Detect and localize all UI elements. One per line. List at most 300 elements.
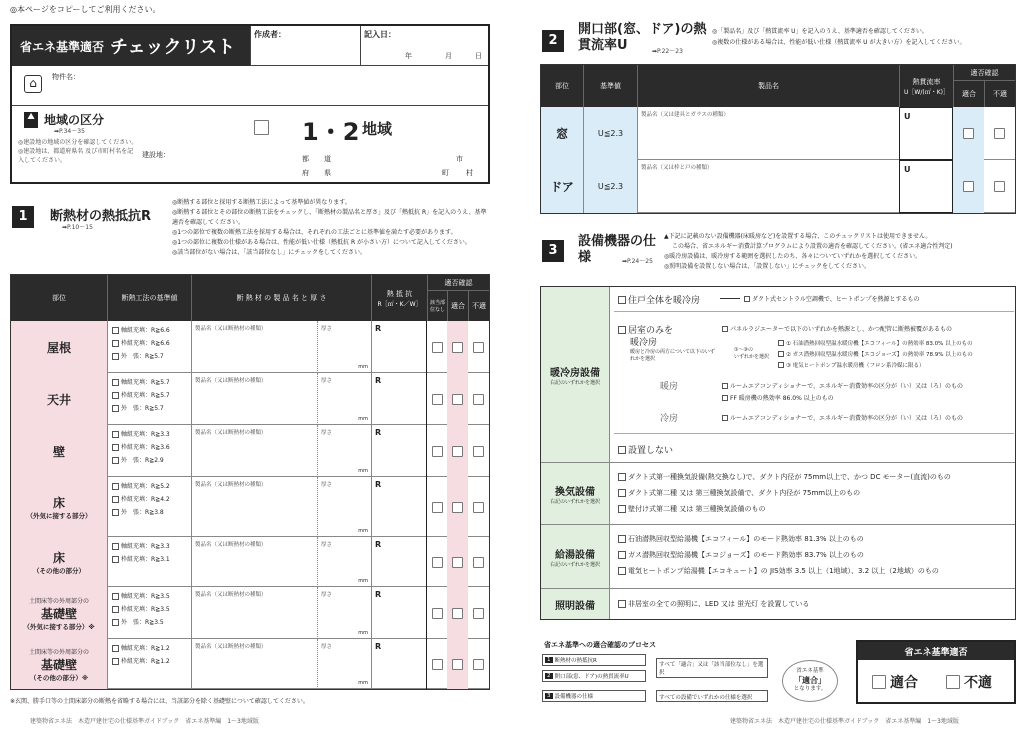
divider xyxy=(614,311,1014,312)
equipment-table xyxy=(540,286,1016,620)
cho-label: 町 xyxy=(442,169,449,177)
col-part: 部位 xyxy=(555,82,569,90)
sec1-note: ◎該当部位がない場合は、「該当部位なし」にチェックをしてください。 xyxy=(172,249,367,256)
ng-check[interactable] xyxy=(468,321,489,373)
r-input[interactable] xyxy=(371,639,427,689)
process-action-1: すべて「適合」又は「該当部位なし」を選択 xyxy=(656,658,768,678)
part-name: 天井 xyxy=(46,392,71,407)
choose-line: ①～③の xyxy=(734,347,753,353)
process-action-2: すべての設備でいずれかの仕様を選択 xyxy=(656,690,768,702)
vent-option-label: ダクト式第二種 又は 第三種換気設備で、ダクト内径が 75mm以上のもの xyxy=(628,489,861,497)
fu-label: 府 xyxy=(302,169,309,177)
sec3-ref: ➡P.24～25 xyxy=(622,258,653,265)
part-sub: （その他の部分） xyxy=(33,567,85,575)
col-check: 適否確認 xyxy=(953,65,1015,81)
col-ok: 適合 xyxy=(953,81,984,107)
table-header xyxy=(11,275,489,321)
property-label: 物件名： xyxy=(52,73,80,81)
water-label: 給湯設備 xyxy=(555,549,595,561)
process-step-1: 1 断熱材の熱抵抗R xyxy=(542,654,646,666)
sec1-notes xyxy=(172,198,492,258)
method-option-label: 外 張：R≧5.7 xyxy=(121,353,164,360)
col-ng: 不適 xyxy=(984,81,1015,107)
result-ng[interactable] xyxy=(946,672,992,692)
col-check: 適否確認 xyxy=(427,275,489,291)
do-label: 道 xyxy=(324,155,331,163)
cooling-label: 冷房 xyxy=(660,414,679,424)
sec2-note: ◎「製品名」及び「熱貫流率 U」を記入のうえ、基準適否を確認してください。 xyxy=(712,28,928,35)
r-label: R xyxy=(375,324,382,333)
region-title: 地域の区分 xyxy=(44,113,105,127)
part-name: 基礎壁 xyxy=(40,606,77,621)
vent-option[interactable] xyxy=(618,485,1007,501)
sec1-note: ◎1つの部位で複数の断熱工法を採用する場合は、それぞれの工法ごとに基準値を満たす必要があります。 xyxy=(172,229,457,236)
product-label: 製品名（又は断熱材の種類） xyxy=(195,644,267,650)
product-label: 製品名（又は断熱材の種類） xyxy=(195,378,267,384)
process-step-3: 3 設備機器の仕様 xyxy=(542,690,646,702)
light-label-cell xyxy=(541,589,609,619)
window-table-header xyxy=(541,65,1015,107)
method-option-label: 外 張：R≧3.5 xyxy=(121,619,164,626)
product-input[interactable] xyxy=(637,107,899,160)
sec3-number: 3 xyxy=(542,240,564,262)
product-label: 製品名（又は建具とガラスの種類） xyxy=(641,112,729,118)
ok-check[interactable] xyxy=(447,537,468,587)
method-option-label: 枠組充填：R≧5.7 xyxy=(121,392,170,399)
method-option-label: 軸組充填：R≧3.3 xyxy=(121,431,170,438)
sec2-title: 開口部(窓、ドア)の熱貫流率U xyxy=(578,22,707,53)
copy-note: ◎本ページをコピーしてご利用ください。 xyxy=(10,5,161,14)
part-sub: （外気に接する部分）※ xyxy=(23,622,95,631)
water-option[interactable] xyxy=(618,563,1007,579)
date-field[interactable] xyxy=(360,26,488,66)
shi-label: 市 xyxy=(456,155,463,163)
method-option-label: 外 張：R≧3.8 xyxy=(121,509,164,516)
footer-left: 建築物省エネ法 木造戸建住宅の仕様基準ガイドブック 省エネ基準編 1～3地域版 xyxy=(30,718,259,725)
method-option-label: 枠組充填：R≧4.2 xyxy=(121,496,170,503)
vent-label-cell xyxy=(541,463,609,525)
col-none: 該当部位なし xyxy=(427,291,447,321)
whole-house-option[interactable] xyxy=(618,293,700,306)
u-label: U xyxy=(904,165,911,174)
mm-label: mm xyxy=(358,364,368,370)
panel-sub-label: ③ 電気ヒートポンプ温水暖房機（フロン系冷媒に限る） xyxy=(786,363,925,369)
table-row xyxy=(541,160,1015,213)
day-label: 日 xyxy=(475,52,482,60)
mm-label: mm xyxy=(358,630,368,636)
sec2-notes xyxy=(712,26,1012,48)
water-option-label: 電気ヒートポンプ給湯機【エコキュート】の JIS効率 3.5 以上（1地域）、3.2 以上（2地域）のもの xyxy=(628,567,939,575)
method-option-label: 軸組充填：R≧6.6 xyxy=(121,327,170,334)
part-cell xyxy=(11,425,107,477)
std-value: U≦2.3 xyxy=(583,107,637,160)
ng-check[interactable] xyxy=(468,639,489,689)
room-note: 暖房と冷房の両方について以下のいずれかを選択 xyxy=(630,349,715,362)
ok-check[interactable] xyxy=(447,373,468,425)
window-table xyxy=(540,64,1016,214)
heating-label: 暖房 xyxy=(660,382,679,392)
heat-label: 暖冷房設備 xyxy=(550,367,600,379)
product-input[interactable] xyxy=(191,477,317,537)
method-option[interactable] xyxy=(112,642,187,655)
method-option-label: 枠組充填：R≧6.6 xyxy=(121,340,170,347)
table-row xyxy=(541,107,1015,160)
sec2-ref: ➡P.22～23 xyxy=(652,48,683,55)
thickness-input[interactable] xyxy=(317,639,371,689)
part-cell xyxy=(11,587,107,639)
sec2-note: ◎複数の仕様がある場合は、性能が低い仕様（熱貫流率 U が大きい方）を記入してください。 xyxy=(712,39,966,46)
r-input[interactable] xyxy=(371,587,427,639)
method-option[interactable] xyxy=(112,603,187,616)
result-ok-label: 適合 xyxy=(890,675,918,691)
method-option[interactable] xyxy=(112,480,187,493)
panel-sub-label: ② ガス潜熱回収型温水暖房機【エコジョーズ】の熱効率 78.9% 以上のもの xyxy=(786,352,973,358)
result-ok[interactable] xyxy=(872,672,918,692)
process-step-2: 2 開口部(窓、ドア)の熱貫流率U xyxy=(542,670,646,682)
choose-line: いずれかを選択 xyxy=(734,354,770,360)
part-sub: （外気に接する部分） xyxy=(26,512,92,520)
ng-check[interactable] xyxy=(468,587,489,639)
vent-option-label: 壁付け式第二種 又は 第三種換気設備のもの xyxy=(628,505,766,513)
region-suffix: 地域 xyxy=(362,120,393,138)
method-option-label: 軸組充填：R≧3.5 xyxy=(121,593,170,600)
r-input[interactable] xyxy=(371,425,427,477)
method-option-label: 軸組充填：R≧5.2 xyxy=(121,483,170,490)
mm-label: mm xyxy=(358,416,368,422)
r-label: R xyxy=(375,376,382,385)
product-label: 製品名（又は断熱材の種類） xyxy=(195,430,267,436)
col-product: 製品名 xyxy=(637,65,899,107)
method-cell xyxy=(107,373,191,425)
table-row xyxy=(11,373,489,425)
table-row xyxy=(11,537,489,587)
ok-check[interactable] xyxy=(447,425,468,477)
heat-options xyxy=(609,287,1015,463)
method-option-label: 枠組充填：R≧3.6 xyxy=(121,444,170,451)
sec1-footnote: ※玄関、勝手口等の土間床部分の断熱を省略する場合には、当該部分を除く基礎壁について確認してください。 xyxy=(10,698,309,705)
part-name: 基礎壁 xyxy=(40,657,77,672)
divider xyxy=(614,433,1014,434)
u-input[interactable] xyxy=(899,107,953,160)
part-name: ドア xyxy=(541,160,583,213)
part-name: 壁 xyxy=(52,444,65,459)
sec1-note: ◎1つの部位に複数の仕様がある場合は、性能が低い仕様（熱抵抗 R が小さい方）について記入してください。 xyxy=(172,239,471,246)
vent-option[interactable] xyxy=(618,501,1007,517)
part-sub: （その他の部分）※ xyxy=(29,673,89,682)
none-check[interactable] xyxy=(427,477,447,537)
thickness-label: 厚さ xyxy=(321,378,333,384)
process-title: 省エネ基準への適合確認のプロセス xyxy=(544,641,656,649)
part-cell xyxy=(11,321,107,373)
panel-sub-option[interactable] xyxy=(778,339,973,347)
method-option-label: 枠組充填：R≧1.2 xyxy=(121,658,170,665)
ng-check[interactable] xyxy=(984,107,1015,160)
aircon-option[interactable] xyxy=(722,381,963,390)
water-option[interactable] xyxy=(618,547,1007,563)
vent-option-label: ダクト式第一種換気設備(熱交換なし)で、ダクト内径が 75mm以上で、かつ DC モーター(直流)のもの xyxy=(628,473,951,481)
none-check[interactable] xyxy=(427,639,447,689)
part-cell xyxy=(11,477,107,537)
light-label: 照明設備 xyxy=(555,600,595,612)
col-u: 熱貫流率 xyxy=(912,77,941,86)
u-input[interactable] xyxy=(899,160,953,213)
ok-check[interactable] xyxy=(447,477,468,537)
region-checkbox[interactable] xyxy=(254,120,269,137)
col-u-unit: U［W/(㎡・K)］ xyxy=(904,88,949,96)
sec3-warning: ▲下記に記載のない設備機器(床暖房など)を設置する場合、このチェックリストは使用できません。 xyxy=(664,233,932,240)
r-label: R xyxy=(375,590,382,599)
method-option[interactable] xyxy=(112,553,187,566)
method-cell xyxy=(107,537,191,587)
title-small: 省エネ基準適否 xyxy=(20,39,105,54)
method-option-label: 枠組充填：R≧3.1 xyxy=(121,556,170,563)
method-option-label: 軸組充填：R≧5.7 xyxy=(121,379,170,386)
product-input[interactable] xyxy=(191,587,317,639)
house-icon: ⌂ xyxy=(24,75,42,93)
method-option[interactable] xyxy=(112,376,187,389)
region-value: 1・2 xyxy=(302,118,360,146)
col-r-unit: R［㎡・K／W］ xyxy=(377,300,422,308)
thickness-input[interactable] xyxy=(317,425,371,477)
no-install-option[interactable] xyxy=(618,443,673,456)
sec2-number: 2 xyxy=(542,30,564,52)
thickness-input[interactable] xyxy=(317,321,371,373)
sec3-title: 設備機器の仕様 xyxy=(578,234,657,265)
part-name: 床 xyxy=(52,551,65,565)
mm-label: mm xyxy=(358,528,368,534)
col-product: 断 熱 材 の 製 品 名 と 厚 さ xyxy=(191,275,371,321)
region-note: ◎建設地の地域の区分を確認してください。◎建設地は、都道府県名 及び市町村名を記入してください。 xyxy=(18,139,138,164)
product-input[interactable] xyxy=(191,425,317,477)
no-install-label: 設置しない xyxy=(628,446,674,456)
method-option[interactable] xyxy=(112,493,187,506)
heat-sub: 右記のいずれかを選択 xyxy=(549,379,600,386)
page-title: チェックリスト xyxy=(110,37,236,58)
ok-check[interactable] xyxy=(953,160,984,213)
r-input[interactable] xyxy=(371,321,427,373)
part-name: 床 xyxy=(52,496,65,510)
thickness-label: 厚さ xyxy=(321,326,333,332)
part-name: 屋根 xyxy=(46,340,71,355)
col-std: 基準値 xyxy=(583,65,637,107)
insulation-table xyxy=(10,274,490,690)
sec1-number: 1 xyxy=(12,206,34,228)
none-check[interactable] xyxy=(427,373,447,425)
thickness-label: 厚さ xyxy=(321,430,333,436)
ok-check[interactable] xyxy=(447,587,468,639)
method-option-label: 軸組充填：R≧1.2 xyxy=(121,645,170,652)
process-result-line: 省エネ基準 xyxy=(796,668,824,674)
col-ng: 不適 xyxy=(468,291,489,321)
panel-sub-label: ① 石油潜熱回収型温水暖房機【エコフィール】の熱効率 83.0% 以上のもの xyxy=(786,341,973,347)
year-label: 年 xyxy=(405,52,412,60)
thickness-label: 厚さ xyxy=(321,644,333,650)
ng-check[interactable] xyxy=(984,160,1015,213)
thickness-input[interactable] xyxy=(317,587,371,639)
vent-option[interactable] xyxy=(618,469,1007,485)
heat-label-cell xyxy=(541,287,609,463)
method-option[interactable] xyxy=(112,402,187,415)
sec1-ref: ➡P.10～15 xyxy=(62,224,93,231)
process-diagram xyxy=(542,654,842,704)
method-option[interactable] xyxy=(112,389,187,402)
map-icon: ⛰ xyxy=(24,112,38,128)
method-option[interactable] xyxy=(112,337,187,350)
ff-option[interactable] xyxy=(722,393,834,402)
light-option-label: 非居室の全ての照明に、LED 又は 蛍光灯 を設置している xyxy=(628,600,810,608)
method-option-label: 外 張：R≧2.9 xyxy=(121,457,164,464)
r-label: R xyxy=(375,540,382,549)
result-title: 省エネ基準適否 xyxy=(858,642,1014,660)
water-label-cell xyxy=(541,525,609,589)
vent-sub: 右記のいずれかを選択 xyxy=(549,498,600,505)
thickness-input[interactable] xyxy=(317,477,371,537)
method-option-label: 軸組充填：R≧3.3 xyxy=(121,543,170,550)
water-option-label: 石油潜熱回収型給湯機【エコフィール】のモード熱効率 81.3% 以上のもの xyxy=(628,535,864,543)
table-row xyxy=(11,639,489,689)
method-option[interactable] xyxy=(112,454,187,467)
ok-check[interactable] xyxy=(447,321,468,373)
panel-label: パネルラジエーターで以下のいずれかを熱源とし、かつ配管に断熱被覆があるもの xyxy=(730,326,953,333)
product-input[interactable] xyxy=(191,373,317,425)
son-label: 村 xyxy=(466,169,473,177)
header-box xyxy=(10,24,490,184)
method-option-label: 枠組充填：R≧3.5 xyxy=(121,606,170,613)
std-value: U≦2.3 xyxy=(583,160,637,213)
ng-check[interactable] xyxy=(468,425,489,477)
water-option-label: ガス潜熱回収型給湯機【エコジョーズ】のモード熱効率 83.7% 以上のもの xyxy=(628,551,864,559)
u-label: U xyxy=(904,112,911,121)
process-result-value: 「適合」 xyxy=(794,676,826,685)
ok-check[interactable] xyxy=(953,107,984,160)
property-field[interactable] xyxy=(12,66,488,106)
method-option-label: 外 張：R≧5.7 xyxy=(121,405,164,412)
ng-check[interactable] xyxy=(468,373,489,425)
method-option[interactable] xyxy=(112,616,187,629)
table-row xyxy=(11,425,489,477)
process-step-2-label: 開口部(窓、ドア)の熱貫流率U xyxy=(554,674,629,680)
region-ref: ➡P.34～35 xyxy=(54,128,85,135)
product-input[interactable] xyxy=(191,639,317,689)
col-method: 断熱工法の基準値 xyxy=(107,275,191,321)
panel-sub-option[interactable] xyxy=(778,361,924,369)
product-label: 製品名（又は断熱材の種類） xyxy=(195,326,267,332)
sec1-note: ◎断熱する部位とその部位の断熱工法をチェックし、「断熱材の製品名と厚さ」及び「熱抵抗 R」を記入のうえ、基準適否を確認してください。 xyxy=(172,209,487,226)
panel-option[interactable] xyxy=(722,324,952,333)
process-result xyxy=(782,660,838,702)
month-label: 月 xyxy=(445,52,452,60)
ng-check[interactable] xyxy=(468,537,489,587)
author-field[interactable] xyxy=(250,26,360,66)
thickness-label: 厚さ xyxy=(321,592,333,598)
product-input[interactable] xyxy=(637,160,899,213)
method-cell xyxy=(107,587,191,639)
part-cell xyxy=(11,373,107,425)
part-pre: 土間床等の外周部分の xyxy=(28,648,89,656)
product-label: 製品名（又は断熱材の種類） xyxy=(195,482,267,488)
method-option[interactable] xyxy=(112,324,187,337)
none-check[interactable] xyxy=(427,321,447,373)
thickness-input[interactable] xyxy=(317,537,371,587)
method-cell xyxy=(107,425,191,477)
panel-sub-option[interactable] xyxy=(778,350,973,358)
thickness-label: 厚さ xyxy=(321,542,333,548)
ok-check[interactable] xyxy=(447,639,468,689)
mm-label: mm xyxy=(358,680,368,686)
table-row xyxy=(11,321,489,373)
result-box xyxy=(856,640,1016,704)
central-ac-option[interactable] xyxy=(744,294,919,303)
sec3-note: ◎照明設備を設置しない場合は、「設置しない」にチェックをしてください。 xyxy=(664,263,871,270)
method-cell xyxy=(107,477,191,537)
aircon-cool-option[interactable] xyxy=(722,413,963,422)
arrow-line xyxy=(720,298,740,299)
method-option[interactable] xyxy=(112,655,187,668)
aircon-label: ルームエアコンディショナーで、エネルギー消費効率の区分が（い）又は（ろ）のもの xyxy=(730,383,963,390)
method-option[interactable] xyxy=(112,540,187,553)
method-option[interactable] xyxy=(112,350,187,363)
water-options xyxy=(609,525,1015,589)
r-input[interactable] xyxy=(371,477,427,537)
part-cell xyxy=(11,639,107,689)
r-input[interactable] xyxy=(371,537,427,587)
part-name: 窓 xyxy=(541,107,583,160)
water-option[interactable] xyxy=(618,531,1007,547)
ng-check[interactable] xyxy=(468,477,489,537)
method-cell xyxy=(107,639,191,689)
region-section xyxy=(12,106,488,182)
product-label: 製品名（又は断熱材の種類） xyxy=(195,592,267,598)
part-pre: 土間床等の外周部分の xyxy=(28,597,89,605)
thickness-label: 厚さ xyxy=(321,482,333,488)
room-label: 居室のみを xyxy=(628,326,674,336)
ken-label: 県 xyxy=(324,169,331,177)
central-ac-label: ダクト式セントラル空調機で、ヒートポンプを熱源とするもの xyxy=(752,296,920,303)
footer-right: 建築物省エネ法 木造戸建住宅の仕様基準ガイドブック 省エネ基準編 1～3地域版 xyxy=(730,718,959,725)
sec1-note: ◎断熱する部位と採用する断熱工法によって基準値が異なります。 xyxy=(172,199,351,206)
none-check[interactable] xyxy=(427,425,447,477)
r-label: R xyxy=(375,428,382,437)
sec3-note: ◎暖冷房設備は、暖冷房する範囲を選択したのち、各々についていずれかを選択してください。 xyxy=(664,253,922,260)
vent-options xyxy=(609,463,1015,525)
ff-label: FF 暖房機の熱効率 86.0% 以上のもの xyxy=(730,395,834,402)
choose-note xyxy=(734,347,769,361)
table-row xyxy=(11,587,489,639)
r-label: R xyxy=(375,642,382,651)
method-option[interactable] xyxy=(112,506,187,519)
col-r: 熱 抵 抗 xyxy=(386,289,413,298)
product-label: 製品名（又は枠と戸の種類） xyxy=(641,165,713,171)
to-label: 都 xyxy=(302,155,309,163)
process-step-1-label: 断熱材の熱抵抗R xyxy=(554,658,597,664)
product-label: 製品名（又は断熱材の種類） xyxy=(195,542,267,548)
date-label: 記入日： xyxy=(364,30,396,39)
product-input[interactable] xyxy=(191,321,317,373)
light-option[interactable] xyxy=(609,589,1015,619)
method-option[interactable] xyxy=(112,590,187,603)
sec3-note: この場合、省エネルギー消費計算プログラムにより設置の適否を確認してください。(省エネ適合性判定) xyxy=(672,243,953,250)
title-bar xyxy=(12,26,250,66)
product-input[interactable] xyxy=(191,537,317,587)
method-option[interactable] xyxy=(112,441,187,454)
method-option[interactable] xyxy=(112,428,187,441)
r-label: R xyxy=(375,480,382,489)
water-sub: 右記のいずれかを選択 xyxy=(549,561,600,568)
r-input[interactable] xyxy=(371,373,427,425)
none-check[interactable] xyxy=(427,587,447,639)
thickness-input[interactable] xyxy=(317,373,371,425)
none-check[interactable] xyxy=(427,537,447,587)
